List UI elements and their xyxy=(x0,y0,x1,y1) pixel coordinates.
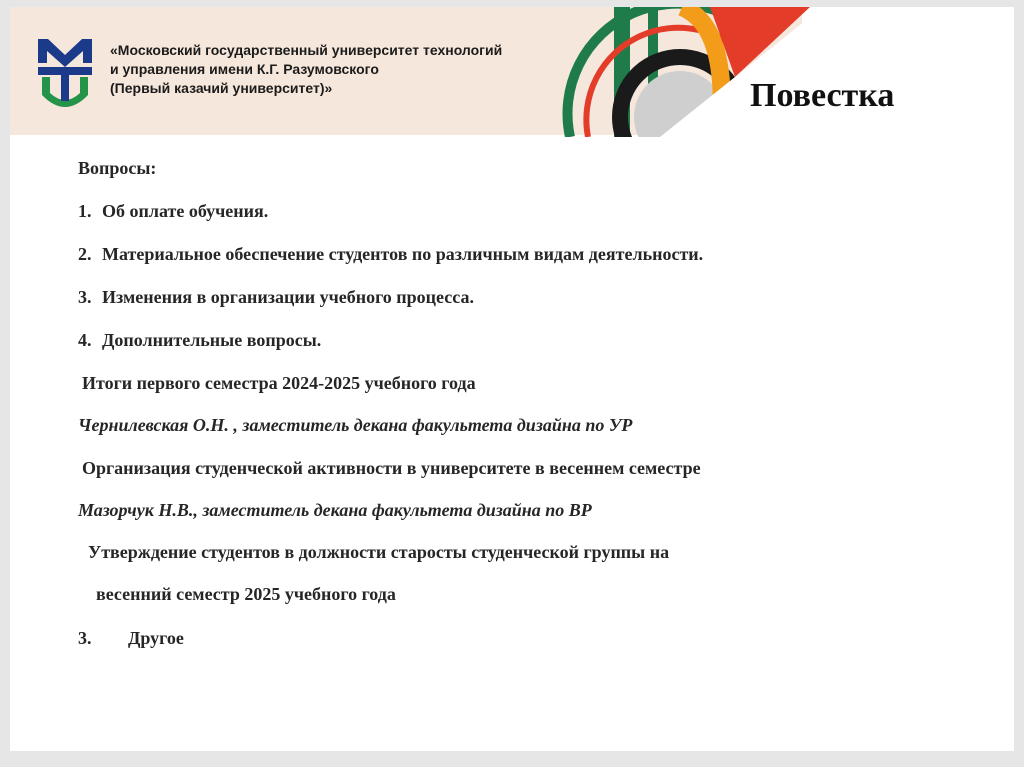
university-line-2: и управления имени К.Г. Разумовского xyxy=(110,61,379,77)
topic-3-line-2: весенний семестр 2025 учебного года xyxy=(96,584,396,604)
agenda-item xyxy=(78,200,268,222)
agenda-item-other xyxy=(78,627,184,649)
agenda-item-text: Об оплате обучения. xyxy=(102,201,269,221)
slide xyxy=(10,7,1014,751)
agenda-item-number: 1. xyxy=(78,201,92,221)
agenda-item-number: 3. xyxy=(78,287,92,307)
agenda-item-number: 3. xyxy=(78,628,92,648)
agenda-item-text: Другое xyxy=(128,628,184,648)
agenda-item-text: Материальное обеспечение студентов по различным видам деятельности. xyxy=(102,244,704,264)
agenda-item xyxy=(78,286,474,308)
topic-3-line-1: Утверждение студентов в должности старосты студенческой группы на xyxy=(88,542,670,562)
agenda-item-text: Дополнительные вопросы. xyxy=(102,330,322,350)
agenda xyxy=(10,7,1014,751)
agenda-item-text: Изменения в организации учебного процесса. xyxy=(102,287,474,307)
topic-1: Итоги первого семестра 2024-2025 учебного года xyxy=(82,373,476,393)
university-line-1: «Московский государственный университет технологий xyxy=(110,42,503,58)
agenda-heading: Вопросы: xyxy=(78,158,157,178)
agenda-item xyxy=(78,243,703,265)
topic-2: Организация студенческой активности в университете в весеннем семестре xyxy=(82,458,701,478)
university-line-3: (Первый казачий университет)» xyxy=(110,80,333,96)
agenda-item xyxy=(78,329,321,351)
speaker-2: Мазорчук Н.В., заместитель декана факультета дизайна по ВР xyxy=(78,500,592,520)
slide-title: Повестка xyxy=(750,77,895,114)
agenda-item-number: 4. xyxy=(78,330,92,350)
agenda-item-number: 2. xyxy=(78,244,92,264)
speaker-1: Чернилевская О.Н. , заместитель декана факультета дизайна по УР xyxy=(78,415,633,435)
